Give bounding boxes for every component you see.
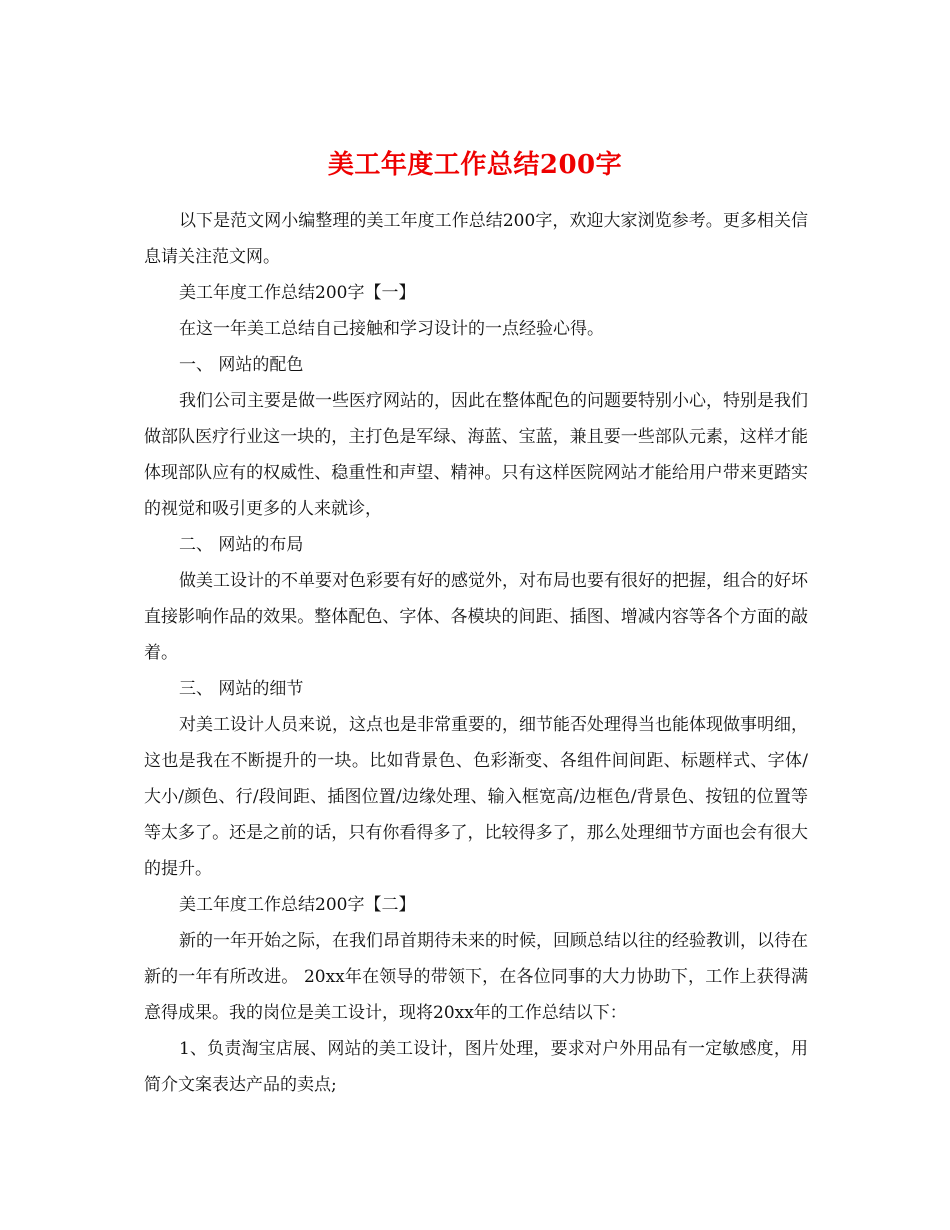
paragraph: 在这一年美工总结自己接触和学习设计的一点经验心得。 [179,319,604,339]
paragraph: 我们公司主要是做一些医疗网站的，因此在整体配色的问题要特别小心，特别是我们做部队医疗行业这一块的，主打色是军绿、海蓝、宝蓝，兼且要一些部队元素，这样才能体现部队应有的权威性、稳重性和声望、精神。只有这样医院网站才能给用户带来更踏实的视觉和吸引更多的人来就诊， [144,391,808,519]
document-title: 美工年度工作总结200字 [327,150,623,181]
section-heading: 美工年度工作总结200字【一】 [179,283,416,303]
subheading: 二、 网站的布局 [179,535,304,555]
document-body [144,203,808,1103]
list-item: 1、负责淘宝店展、网站的美工设计，图片处理，要求对户外用品有一定敏感度，用简介文案表达产品的卖点; [144,1039,808,1095]
paragraph: 做美工设计的不单要对色彩要有好的感觉外，对布局也要有很好的把握，组合的好坏直接影响作品的效果。整体配色、字体、各模块的间距、插图、增减内容等各个方面的敲着。 [144,571,808,663]
subheading: 三、 网站的细节 [179,679,304,699]
intro-paragraph: 以下是范文网小编整理的美工年度工作总结200字，欢迎大家浏览参考。更多相关信息请关注范文网。 [144,211,808,267]
section-heading: 美工年度工作总结200字【二】 [179,895,416,915]
paragraph: 新的一年开始之际，在我们昂首期待未来的时候，回顾总结以往的经验教训，以待在新的一年有所改进。 20xx年在领导的带领下，在各位同事的大力协助下，工作上获得满意得成果。我的岗位是美工设计，现将20xx年的工作总结以下： [144,931,808,1023]
subheading: 一、 网站的配色 [179,355,304,375]
paragraph: 对美工设计人员来说，这点也是非常重要的，细节能否处理得当也能体现做事明细，这也是我在不断提升的一块。比如背景色、色彩渐变、各组件间间距、标题样式、字体/大小/颜色、行/段间距、插图位置/边缘处理、输入框宽高/边框色/背景色、按钮的位置等等太多了。还是之前的话，只有你看得多了，比较得多了，那么处理细节方面也会有很大的提升。 [144,715,808,879]
